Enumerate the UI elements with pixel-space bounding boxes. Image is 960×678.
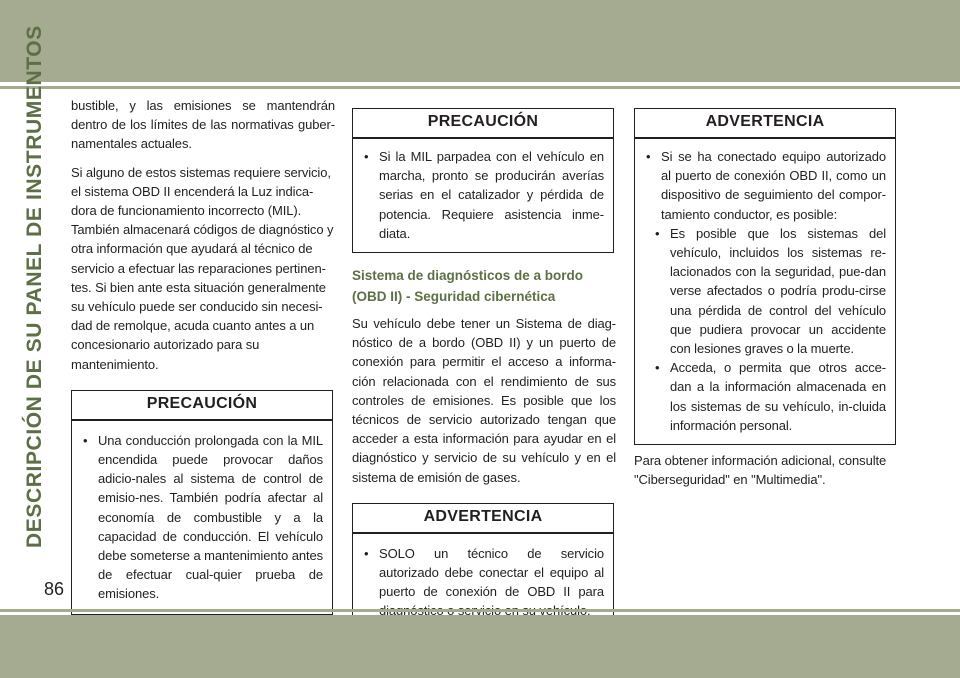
warning-sub-bullet: • Acceda, o permita que otros acce-dan a la información almacenada en los sistemas de su vehículo, in-cluida información personal. [644,358,886,435]
paragraph: Su vehículo debe tener un Sistema de diag-nóstico de a bordo (OBD II) y un puerto de conexión para permitir el acceso a informa-ción relacionada con el rendimiento de sus controles de emisiones. Es posible que los técnicos de servicio autorizado tengan que acceder a esta información para ayudar en el diagnóstico y servicio de su vehículo y en el sistema de emisión de gases. [352,316,616,485]
header-band [0,0,960,82]
header-rule [0,86,960,89]
column-3 [634,108,898,498]
paragraph: Para obtener información adicional, consulte "Ciberseguridad" en "Multimedia". [634,453,887,488]
caution-box [352,108,614,253]
warning-title: ADVERTENCIA [353,504,613,534]
footer-rule [0,609,960,612]
warning-box [634,108,896,445]
caution-bullet: • Si la MIL parpadea con el vehículo en marcha, pronto se producirán averías serias en el catalizador y pérdida de potencia. Requiere asistencia inme-diata. [362,147,604,243]
warning-bullet: • SOLO un técnico de servicio autorizado debe conectar el equipo al puerto de conexión de OBD II para [362,544,604,621]
caution-title: PRECAUCIÓN [353,109,613,139]
column-1 [71,96,335,615]
section-heading: Sistema de diagnósticos de a bordo (OBD II) - Seguridad cibernética [352,268,584,305]
warning-sub-bullet: • Es posible que los sistemas del vehículo, incluidos los sistemas re-lacionados con la seguridad, pue-dan verse afectados o podría produ-cirse una pérdida de control del vehículo que pudiera provocar un accidente con lesiones graves o la muerte. [644,224,886,358]
paragraph: bustible, y las emisiones se mantendrán dentro de los límites de las normativas guber-namentales actuales. [71,98,335,152]
warning-bullet: • Si se ha conectado equipo autorizado al puerto de conexión OBD II, como un dispositivo de seguimiento del compor-tamiento conductor, es posible: [644,147,886,224]
footer-band [0,615,960,678]
caution-bullet: • Una conducción prolongada con la MIL encendida puede provocar daños adicio-nales al sistema de control de emisio-nes. También podría afectar al economía de combustible y a la capacidad de conducción. El vehículo debe someterse a mantenimiento antes de efectuar cual-quier prueba de emisiones. [81,431,323,604]
caution-box [71,390,333,615]
section-title: DESCRIPCIÓN DE SU PANEL DE INSTRUMENTOS [23,25,46,548]
warning-title: ADVERTENCIA [635,109,895,139]
paragraph: Si alguno de estos sistemas requiere servicio, el sistema OBD II encenderá la Luz indica-dora de funcionamiento incorrecto (MIL). También almacenará códigos de diagnóstico y otra información que ayudará al técnico de servicio a efectuar las reparaciones pertinen-tes. Si bien ante esta situación generalmente su vehículo puede ser conducido sin necesi-dad de remolque, acuda cuanto antes a un concesionario autorizado para su mantenimiento. [71,164,334,372]
column-2 [352,108,616,631]
caution-title: PRECAUCIÓN [72,391,332,421]
page-number: 86 [44,579,65,599]
